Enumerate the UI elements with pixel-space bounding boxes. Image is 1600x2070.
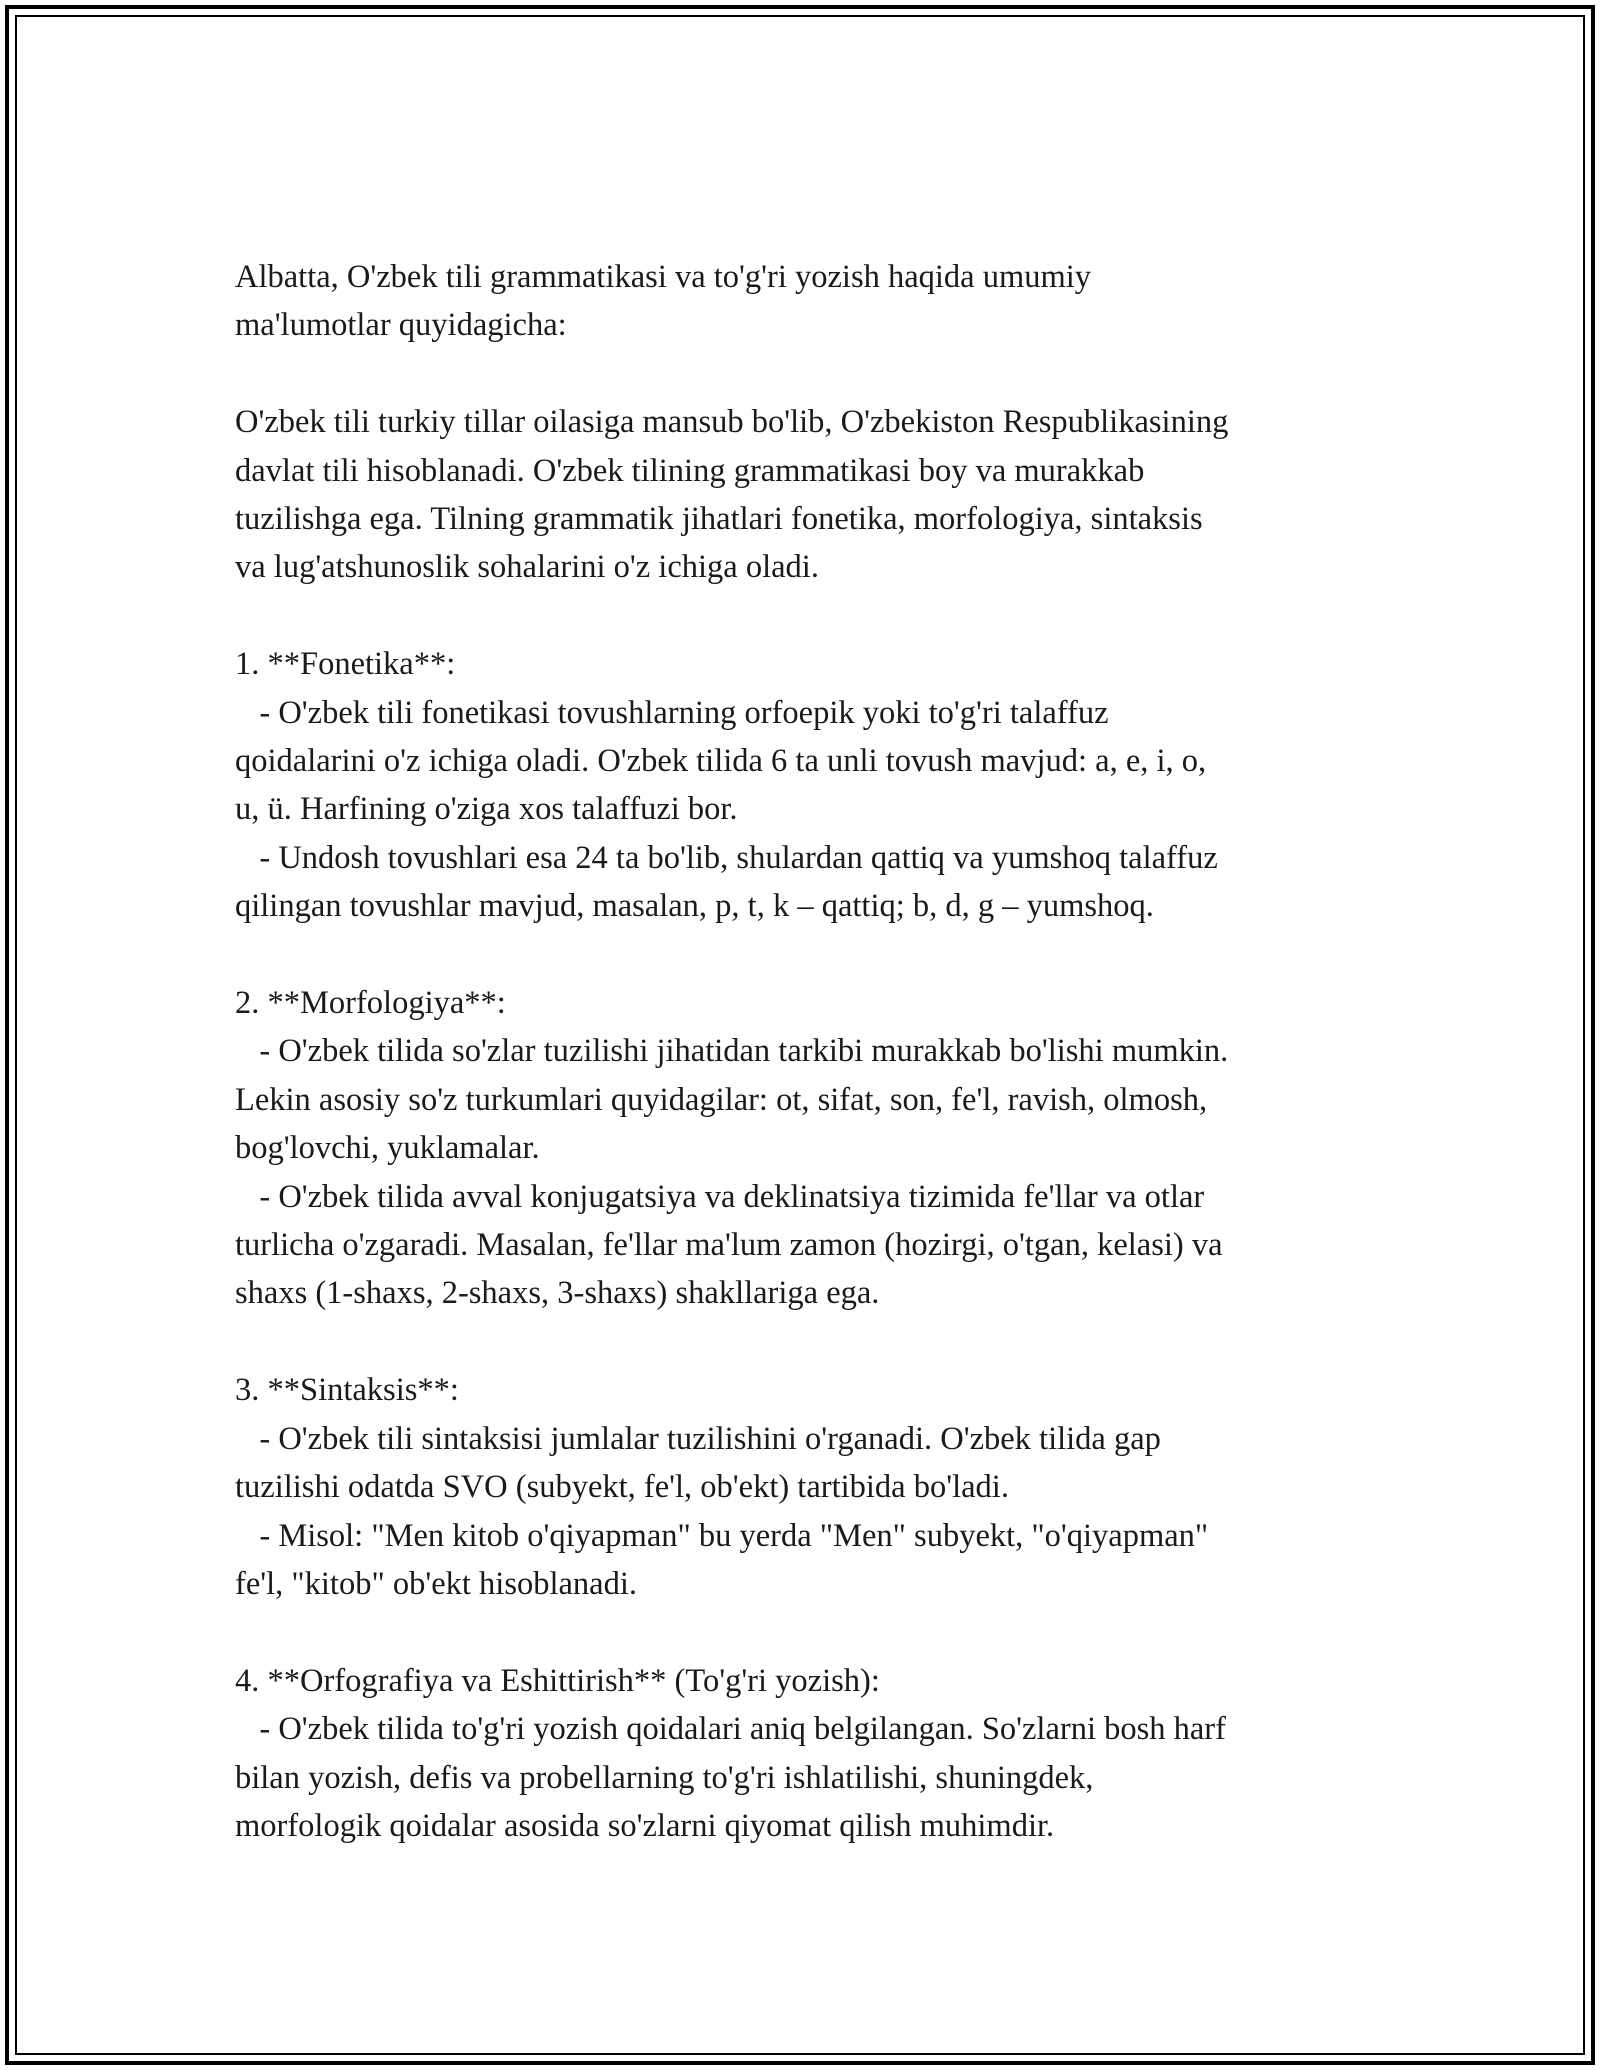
overview-paragraph — [235, 398, 1385, 592]
section-morfologiya — [235, 979, 1385, 1318]
text-line: bilan yozish, defis va probellarning to'g'ri ishlatilishi, shuningdek, — [235, 1759, 1094, 1796]
text-line: fe'l, "kitob" ob'ekt hisoblanadi. — [235, 1565, 637, 1602]
text-line: davlat tili hisoblanadi. O'zbek tilining grammatikasi boy va murakkab — [235, 452, 1145, 489]
text-line: tuzilishi odatda SVO (subyekt, fe'l, ob'ekt) tartibida bo'ladi. — [235, 1469, 1009, 1506]
section-fonetika — [235, 640, 1385, 930]
text-line: qoidalarini o'z ichiga oladi. O'zbek tilida 6 ta unli tovush mavjud: a, e, i, o, — [235, 743, 1207, 780]
text-line: ma'lumotlar quyidagicha: — [235, 307, 567, 344]
section-heading: 1. **Fonetika**: — [235, 646, 456, 683]
text-line: morfologik qoidalar asosida so'zlarni qiyomat qilish muhimdir. — [235, 1807, 1055, 1844]
text-line: - Misol: "Men kitob o'qiyapman" bu yerda "Men" subyekt, "o'qiyapman" — [235, 1517, 1209, 1554]
text-line: shaxs (1-shaxs, 2-shaxs, 3-shaxs) shakllariga ega. — [235, 1275, 880, 1312]
section-orfografiya — [235, 1657, 1385, 1851]
text-line: u, ü. Harfining o'ziga xos talaffuzi bor. — [235, 791, 738, 828]
text-line: O'zbek tili turkiy tillar oilasiga mansub bo'lib, O'zbekiston Respublikasining — [235, 404, 1229, 441]
document-body — [235, 253, 1385, 1850]
text-line: qilingan tovushlar mavjud, masalan, p, t, k – qattiq; b, d, g – yumshoq. — [235, 888, 1154, 925]
text-line: va lug'atshunoslik sohalarini o'z ichiga oladi. — [235, 549, 819, 586]
text-line: - O'zbek tilida avval konjugatsiya va deklinatsiya tizimida fe'llar va otlar — [235, 1178, 1205, 1215]
text-line: - O'zbek tili fonetikasi tovushlarning orfoepik yoki to'g'ri talaffuz — [235, 694, 1109, 731]
section-heading: 2. **Morfologiya**: — [235, 985, 506, 1022]
section-sintaksis — [235, 1366, 1385, 1608]
text-line: - O'zbek tilida so'zlar tuzilishi jihatidan tarkibi murakkab bo'lishi mumkin. — [235, 1033, 1229, 1070]
intro-paragraph — [235, 253, 1385, 350]
section-heading: 4. **Orfografiya va Eshittirish** (To'g'ri yozish): — [235, 1662, 880, 1699]
text-line: bog'lovchi, yuklamalar. — [235, 1130, 540, 1167]
text-line: - O'zbek tili sintaksisi jumlalar tuzilishini o'rganadi. O'zbek tilida gap — [235, 1420, 1161, 1457]
text-line: tuzilishga ega. Tilning grammatik jihatlari fonetika, morfologiya, sintaksis — [235, 501, 1203, 538]
text-line: - O'zbek tilida to'g'ri yozish qoidalari aniq belgilangan. So'zlarni bosh harf — [235, 1711, 1226, 1748]
text-line: - Undosh tovushlari esa 24 ta bo'lib, shulardan qattiq va yumshoq talaffuz — [235, 839, 1218, 876]
text-line: Lekin asosiy so'z turkumlari quyidagilar: ot, sifat, son, fe'l, ravish, olmosh, — [235, 1081, 1208, 1118]
text-line: Albatta, O'zbek tili grammatikasi va to'g'ri yozish haqida umumiy — [235, 259, 1092, 295]
section-heading: 3. **Sintaksis**: — [235, 1372, 459, 1409]
text-line: turlicha o'zgaradi. Masalan, fe'llar ma'lum zamon (hozirgi, o'tgan, kelasi) va — [235, 1227, 1223, 1264]
